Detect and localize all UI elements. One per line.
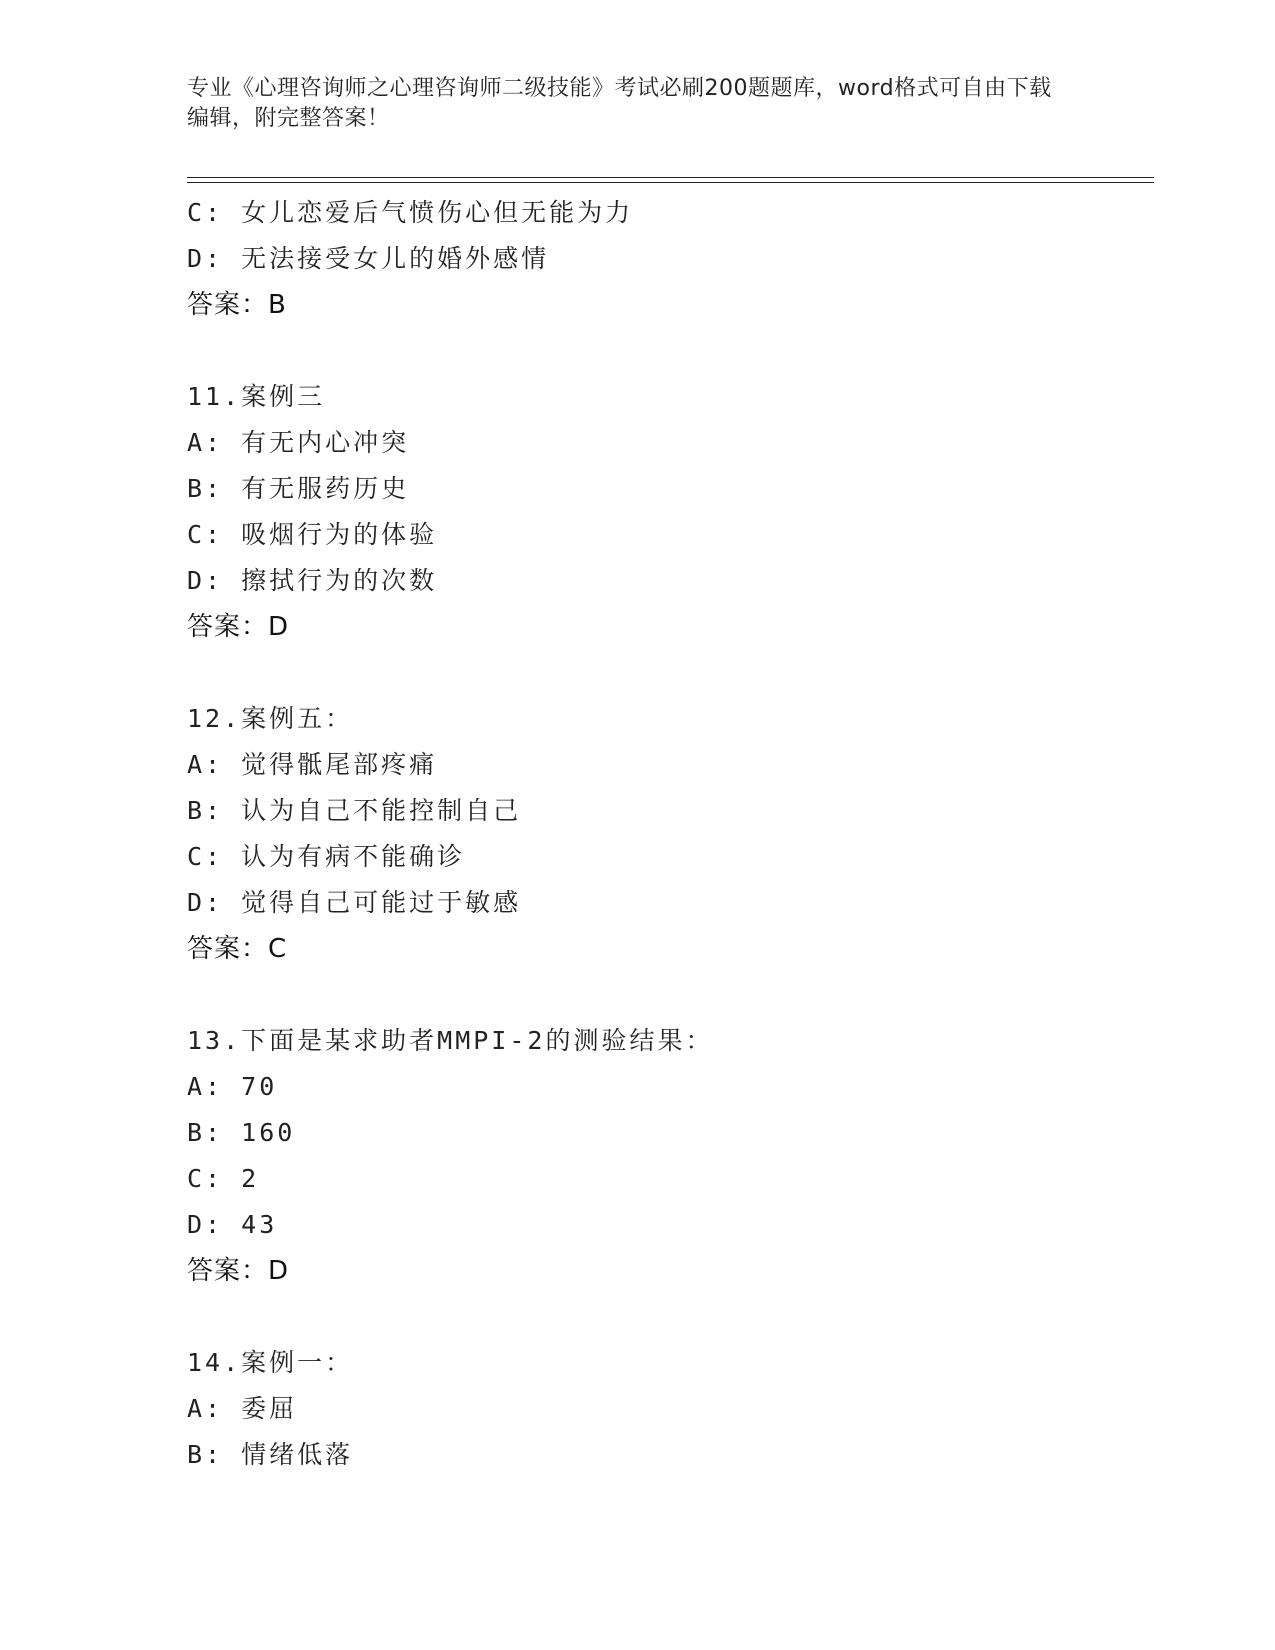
document-header: 专业《心理咨询师之心理咨询师二级技能》考试必刷200题题库，word格式可自由下载编辑，附完整答案！ [187, 76, 1052, 131]
option-line: D: 43 [187, 1210, 278, 1239]
option-line: D: 擦拭行为的次数 [187, 566, 438, 595]
header-rule-top [187, 177, 1154, 178]
header-rule-bottom [187, 182, 1154, 183]
option-line: A: 有无内心冲突 [187, 428, 410, 457]
option-line: B: 有无服药历史 [187, 474, 410, 503]
option-line: A: 觉得骶尾部疼痛 [187, 750, 438, 779]
question-title: 13.下面是某求助者MMPI-2的测验结果： [187, 1026, 714, 1055]
question-title: 14.案例一： [187, 1348, 354, 1377]
question-list [187, 190, 1147, 1478]
option-line: D: 觉得自己可能过于敏感 [187, 888, 522, 917]
spacer [187, 650, 1147, 696]
option-line: B: 情绪低落 [187, 1440, 354, 1469]
question-title: 11.案例三 [187, 382, 326, 411]
option-line: B: 160 [187, 1118, 296, 1147]
answer-line: 答案：B [187, 290, 287, 320]
option-line: C: 吸烟行为的体验 [187, 520, 438, 549]
option-line: C: 女儿恋爱后气愤伤心但无能为力 [187, 198, 634, 227]
option-line: C: 2 [187, 1164, 260, 1193]
question-title: 12.案例五： [187, 704, 354, 733]
spacer [187, 972, 1147, 1018]
option-line: C: 认为有病不能确诊 [187, 842, 466, 871]
answer-line: 答案：D [187, 612, 290, 642]
answer-line: 答案：D [187, 1256, 290, 1286]
option-line: B: 认为自己不能控制自己 [187, 796, 522, 825]
option-line: D: 无法接受女儿的婚外感情 [187, 244, 550, 273]
answer-line: 答案：C [187, 934, 288, 964]
option-line: A: 70 [187, 1072, 278, 1101]
spacer [187, 1294, 1147, 1340]
spacer [187, 328, 1147, 374]
option-line: A: 委屈 [187, 1394, 298, 1423]
